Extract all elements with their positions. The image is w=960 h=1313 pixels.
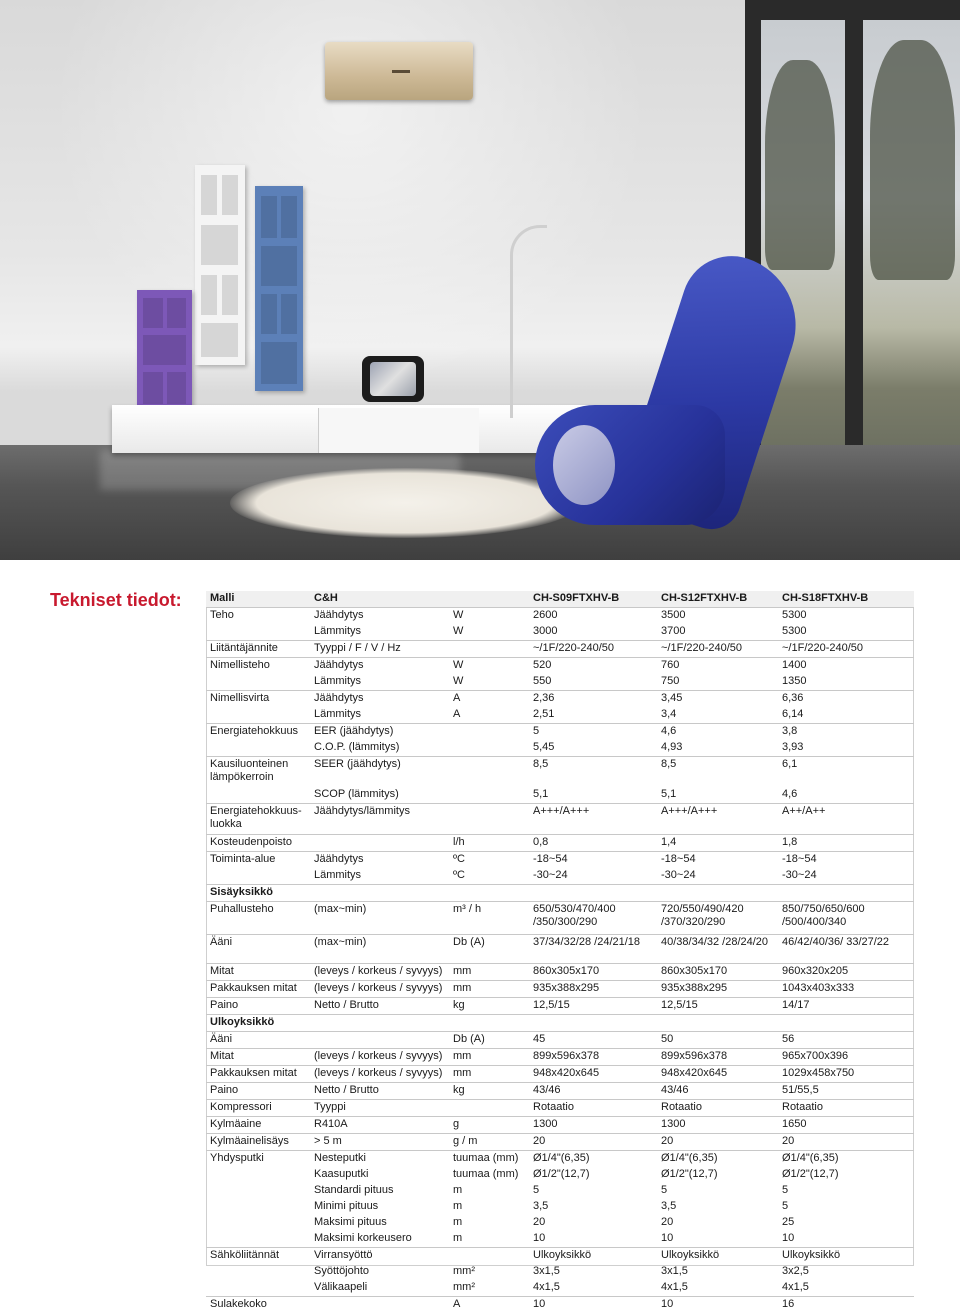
cell-param: Nimellisteho — [206, 658, 310, 675]
cell-subparam: EER (jäähdytys) — [310, 724, 449, 741]
cell-subparam: Jäähdytys — [310, 852, 449, 869]
cell-model-3: 3x2,5 — [778, 1264, 914, 1280]
section-heading: Tekniset tiedot: — [50, 590, 182, 611]
cell-unit: W — [449, 624, 529, 641]
cell-model-1: Ulkoyksikkö — [529, 1248, 657, 1265]
cell-unit: W — [449, 608, 529, 625]
cell-unit — [449, 885, 529, 902]
cell-model-1: 5,1 — [529, 787, 657, 804]
chair-hole — [553, 425, 615, 505]
cell-subparam: Standardi pituus — [310, 1183, 449, 1199]
cell-subparam: Lämmitys — [310, 624, 449, 641]
cell-param — [206, 674, 310, 691]
cell-unit: ºC — [449, 852, 529, 869]
cell-param: Yhdysputki — [206, 1151, 310, 1168]
cell-subparam: (leveys / korkeus / syvyys) — [310, 964, 449, 981]
cell-model-3: 965x700x396 — [778, 1049, 914, 1066]
cell-model-2 — [657, 1015, 778, 1032]
cell-param — [206, 1183, 310, 1199]
cell-model-2: 3,5 — [657, 1199, 778, 1215]
purple-shelf — [137, 290, 192, 412]
cell-model-1: 4x1,5 — [529, 1280, 657, 1297]
cell-model-3: CH-S18FTXHV-B — [778, 591, 914, 608]
cell-model-3: 1,8 — [778, 835, 914, 852]
cell-param: Puhallusteho — [206, 902, 310, 935]
cell-subparam — [310, 885, 449, 902]
cell-unit: W — [449, 658, 529, 675]
cell-model-1: 3x1,5 — [529, 1264, 657, 1280]
cell-model-1: Rotaatio — [529, 1100, 657, 1117]
cell-unit — [449, 1248, 529, 1265]
cell-model-1: 3,5 — [529, 1199, 657, 1215]
cell-model-2: Ulkoyksikkö — [657, 1248, 778, 1265]
tv-screen — [370, 362, 416, 396]
cell-unit: kg — [449, 998, 529, 1015]
cell-unit — [449, 740, 529, 757]
cell-model-2: 5,1 — [657, 787, 778, 804]
table-row — [206, 804, 914, 835]
cell-model-2: 860x305x170 — [657, 964, 778, 981]
cell-subparam — [310, 1297, 449, 1313]
cell-model-3: 6,14 — [778, 707, 914, 724]
cell-model-3 — [778, 1015, 914, 1032]
blue-shelf — [255, 186, 303, 391]
cell-subparam: Tyyppi / F / V / Hz — [310, 641, 449, 658]
cell-model-1: -18~54 — [529, 852, 657, 869]
cell-unit: Db (A) — [449, 1032, 529, 1049]
cell-unit: m — [449, 1231, 529, 1248]
cell-model-1: 10 — [529, 1231, 657, 1248]
table-row — [206, 852, 914, 869]
table-row — [206, 1134, 914, 1151]
section-row — [206, 885, 914, 902]
cell-unit: m³ / h — [449, 902, 529, 935]
table-row — [206, 1066, 914, 1083]
cell-model-3: 10 — [778, 1231, 914, 1248]
cell-param — [206, 707, 310, 724]
cell-param: Kompressori — [206, 1100, 310, 1117]
table-row — [206, 1231, 914, 1248]
cell-model-1: -30~24 — [529, 868, 657, 885]
cell-model-1: 550 — [529, 674, 657, 691]
cell-subparam: (max~min) — [310, 902, 449, 935]
cell-subparam: SCOP (lämmitys) — [310, 787, 449, 804]
cell-model-2: 5 — [657, 1183, 778, 1199]
cell-unit — [449, 591, 529, 608]
cell-model-3: 6,36 — [778, 691, 914, 708]
cell-model-3: 3,93 — [778, 740, 914, 757]
cell-unit: Db (A) — [449, 935, 529, 964]
cell-unit: mm — [449, 1066, 529, 1083]
cell-unit: mm² — [449, 1280, 529, 1297]
cell-param: Nimellisvirta — [206, 691, 310, 708]
cell-model-2: 43/46 — [657, 1083, 778, 1100]
cell-model-3: 850/750/650/600 /500/400/340 — [778, 902, 914, 935]
cell-model-2: 1,4 — [657, 835, 778, 852]
cell-param: Sulakekoko — [206, 1297, 310, 1313]
cell-model-3: 5 — [778, 1199, 914, 1215]
cell-model-2: 20 — [657, 1134, 778, 1151]
cell-model-2: 3,45 — [657, 691, 778, 708]
cell-model-3: 51/55,5 — [778, 1083, 914, 1100]
cell-subparam: Minimi pituus — [310, 1199, 449, 1215]
table-row — [206, 1199, 914, 1215]
cell-unit: mm² — [449, 1264, 529, 1280]
cell-model-2: 10 — [657, 1231, 778, 1248]
cell-model-1: 37/34/32/28 /24/21/18 — [529, 935, 657, 964]
cell-model-2: 12,5/15 — [657, 998, 778, 1015]
cell-model-2: -18~54 — [657, 852, 778, 869]
table-row — [206, 1117, 914, 1134]
cell-param: Paino — [206, 1083, 310, 1100]
table-row — [206, 1297, 914, 1313]
cell-model-1: 899x596x378 — [529, 1049, 657, 1066]
cell-unit — [449, 641, 529, 658]
table-row — [206, 935, 914, 964]
cell-model-2: 935x388x295 — [657, 981, 778, 998]
table-row — [206, 964, 914, 981]
cell-model-2: 760 — [657, 658, 778, 675]
cell-model-2: 3500 — [657, 608, 778, 625]
cell-model-3: -30~24 — [778, 868, 914, 885]
room-photo — [0, 0, 960, 560]
cell-model-1: 860x305x170 — [529, 964, 657, 981]
cell-unit — [449, 804, 529, 835]
cell-model-1 — [529, 1015, 657, 1032]
cell-model-3: 5300 — [778, 608, 914, 625]
cell-model-1: 520 — [529, 658, 657, 675]
cell-param — [206, 1264, 310, 1280]
cell-model-1: A+++/A+++ — [529, 804, 657, 835]
cell-model-3: 46/42/40/36/ 33/27/22 — [778, 935, 914, 964]
cell-param: Mitat — [206, 1049, 310, 1066]
cell-param: Pakkauksen mitat — [206, 981, 310, 998]
cell-param: Kylmäainelisäys — [206, 1134, 310, 1151]
cell-param: Ääni — [206, 935, 310, 964]
cell-param — [206, 868, 310, 885]
cell-model-2: 899x596x378 — [657, 1049, 778, 1066]
cell-subparam: > 5 m — [310, 1134, 449, 1151]
cell-model-3: Ø1/4"(6,35) — [778, 1151, 914, 1168]
table-row — [206, 608, 914, 625]
cell-param: Energiatehokkuus — [206, 724, 310, 741]
table-row — [206, 902, 914, 935]
cell-subparam: C.O.P. (lämmitys) — [310, 740, 449, 757]
cell-model-3 — [778, 885, 914, 902]
cell-subparam: Jäähdytys — [310, 658, 449, 675]
cell-model-3: 16 — [778, 1297, 914, 1313]
cell-subparam: Jäähdytys — [310, 691, 449, 708]
cell-model-2: 4x1,5 — [657, 1280, 778, 1297]
cell-unit — [449, 757, 529, 788]
cell-subparam: Välikaapeli — [310, 1280, 449, 1297]
cell-param — [206, 624, 310, 641]
cell-model-1: 20 — [529, 1215, 657, 1231]
cell-model-3: 14/17 — [778, 998, 914, 1015]
cell-model-1: 3000 — [529, 624, 657, 641]
section-row — [206, 1015, 914, 1032]
cell-model-1: 10 — [529, 1297, 657, 1313]
cell-model-3: 3,8 — [778, 724, 914, 741]
table-row — [206, 691, 914, 708]
cell-model-2: ~/1F/220-240/50 — [657, 641, 778, 658]
cell-unit: W — [449, 674, 529, 691]
table-row — [206, 641, 914, 658]
cell-model-3: A++/A++ — [778, 804, 914, 835]
cell-subparam: SEER (jäähdytys) — [310, 757, 449, 788]
cell-subparam: Virransyöttö — [310, 1248, 449, 1265]
cell-model-1: 20 — [529, 1134, 657, 1151]
cell-param: Sähköliitännät — [206, 1248, 310, 1265]
cell-model-2: 948x420x645 — [657, 1066, 778, 1083]
cell-model-3: Ulkoyksikkö — [778, 1248, 914, 1265]
cell-model-1: 5 — [529, 1183, 657, 1199]
cell-model-2: 3x1,5 — [657, 1264, 778, 1280]
cell-subparam: Syöttöjohto — [310, 1264, 449, 1280]
cell-subparam: Nesteputki — [310, 1151, 449, 1168]
cell-model-2: 720/550/490/420 /370/320/290 — [657, 902, 778, 935]
cell-unit: g / m — [449, 1134, 529, 1151]
table-row — [206, 724, 914, 741]
cell-model-3: 1400 — [778, 658, 914, 675]
cell-model-3: ~/1F/220-240/50 — [778, 641, 914, 658]
cell-model-2: 20 — [657, 1215, 778, 1231]
cell-subparam: Lämmitys — [310, 868, 449, 885]
table-row — [206, 624, 914, 641]
cell-param — [206, 1231, 310, 1248]
cell-subparam — [310, 1032, 449, 1049]
cell-subparam: (max~min) — [310, 935, 449, 964]
cell-param: Paino — [206, 998, 310, 1015]
cell-model-2: 750 — [657, 674, 778, 691]
cell-param: Kosteudenpoisto — [206, 835, 310, 852]
cell-param — [206, 787, 310, 804]
cell-subparam: Lämmitys — [310, 674, 449, 691]
table-row — [206, 1100, 914, 1117]
table-row — [206, 757, 914, 788]
cell-param — [206, 1215, 310, 1231]
cell-subparam: Jäähdytys/lämmitys — [310, 804, 449, 835]
cell-model-2: 4,93 — [657, 740, 778, 757]
cell-model-2: Ø1/2"(12,7) — [657, 1167, 778, 1183]
cell-unit — [449, 1015, 529, 1032]
sideboard-door — [318, 408, 479, 453]
cell-model-1: 12,5/15 — [529, 998, 657, 1015]
cell-model-2: 4,6 — [657, 724, 778, 741]
white-shelf — [195, 165, 245, 365]
cell-subparam: Tyyppi — [310, 1100, 449, 1117]
cell-model-1: 2,51 — [529, 707, 657, 724]
cell-model-1 — [529, 885, 657, 902]
cell-param — [206, 1167, 310, 1183]
cell-unit: mm — [449, 981, 529, 998]
cell-subparam — [310, 1015, 449, 1032]
cell-model-3: -18~54 — [778, 852, 914, 869]
cell-unit — [449, 787, 529, 804]
cell-unit: g — [449, 1117, 529, 1134]
cell-param: Teho — [206, 608, 310, 625]
cell-param — [206, 1199, 310, 1215]
cell-unit: mm — [449, 1049, 529, 1066]
cell-model-2: 10 — [657, 1297, 778, 1313]
cell-subparam: Maksimi pituus — [310, 1215, 449, 1231]
cell-model-3: 25 — [778, 1215, 914, 1231]
table-row — [206, 674, 914, 691]
cell-unit — [449, 1100, 529, 1117]
cell-unit: A — [449, 691, 529, 708]
cell-model-1: 45 — [529, 1032, 657, 1049]
cell-unit — [449, 724, 529, 741]
table-row — [206, 981, 914, 998]
cell-subparam: Jäähdytys — [310, 608, 449, 625]
cell-model-1: 650/530/470/400 /350/300/290 — [529, 902, 657, 935]
table-row — [206, 1215, 914, 1231]
cell-subparam: Lämmitys — [310, 707, 449, 724]
cell-model-2: 40/38/34/32 /28/24/20 — [657, 935, 778, 964]
cell-param: Ääni — [206, 1032, 310, 1049]
cell-unit: m — [449, 1215, 529, 1231]
tree-shape — [870, 40, 955, 280]
cell-param: Ulkoyksikkö — [206, 1015, 310, 1032]
cell-param: Liitäntäjännite — [206, 641, 310, 658]
table-row — [206, 1049, 914, 1066]
cell-unit: A — [449, 707, 529, 724]
cell-unit: m — [449, 1183, 529, 1199]
cell-model-3: 4x1,5 — [778, 1280, 914, 1297]
table-row — [206, 835, 914, 852]
cell-param — [206, 1280, 310, 1297]
table-row — [206, 658, 914, 675]
table-header-row — [206, 591, 914, 608]
cell-subparam: Netto / Brutto — [310, 1083, 449, 1100]
cell-model-3: 1350 — [778, 674, 914, 691]
cell-model-3: 5300 — [778, 624, 914, 641]
cell-model-2: 50 — [657, 1032, 778, 1049]
table-row — [206, 1280, 914, 1297]
cell-model-2: CH-S12FTXHV-B — [657, 591, 778, 608]
cell-model-1: CH-S09FTXHV-B — [529, 591, 657, 608]
cell-subparam: (leveys / korkeus / syvyys) — [310, 1049, 449, 1066]
table-row — [206, 1083, 914, 1100]
cell-subparam: C&H — [310, 591, 449, 608]
sheepskin-rug — [230, 468, 580, 538]
cell-model-3: 960x320x205 — [778, 964, 914, 981]
table-row — [206, 740, 914, 757]
cell-model-1: 935x388x295 — [529, 981, 657, 998]
cell-model-2 — [657, 885, 778, 902]
cell-model-3: 4,6 — [778, 787, 914, 804]
cell-param: Energiatehokkuus-luokka — [206, 804, 310, 835]
cell-model-2: 8,5 — [657, 757, 778, 788]
cell-model-2: 3700 — [657, 624, 778, 641]
table-row — [206, 707, 914, 724]
cell-model-3: 1043x403x333 — [778, 981, 914, 998]
table-row — [206, 1167, 914, 1183]
cell-param: Kausiluonteinen lämpökerroin — [206, 757, 310, 788]
cell-model-1: 948x420x645 — [529, 1066, 657, 1083]
cell-model-2: 3,4 — [657, 707, 778, 724]
cell-param: Toiminta-alue — [206, 852, 310, 869]
cell-model-3: 1029x458x750 — [778, 1066, 914, 1083]
cell-subparam: Kaasuputki — [310, 1167, 449, 1183]
cell-unit: tuumaa (mm) — [449, 1151, 529, 1168]
cell-param: Kylmäaine — [206, 1117, 310, 1134]
table-row — [206, 868, 914, 885]
cell-model-1: 2,36 — [529, 691, 657, 708]
cell-param: Malli — [206, 591, 310, 608]
cell-unit: mm — [449, 964, 529, 981]
cell-model-1: 1300 — [529, 1117, 657, 1134]
cell-subparam: Maksimi korkeusero — [310, 1231, 449, 1248]
cell-model-2: 1300 — [657, 1117, 778, 1134]
cell-model-1: Ø1/4"(6,35) — [529, 1151, 657, 1168]
tree-shape — [765, 60, 835, 270]
table-row — [206, 1032, 914, 1049]
cell-model-3: 20 — [778, 1134, 914, 1151]
cell-unit: kg — [449, 1083, 529, 1100]
table-row — [206, 787, 914, 804]
cell-model-1: 8,5 — [529, 757, 657, 788]
cell-model-3: Rotaatio — [778, 1100, 914, 1117]
cell-model-2: Rotaatio — [657, 1100, 778, 1117]
cell-unit: ºC — [449, 868, 529, 885]
cell-model-1: 43/46 — [529, 1083, 657, 1100]
cell-subparam — [310, 835, 449, 852]
cell-model-2: A+++/A+++ — [657, 804, 778, 835]
cell-model-2: -30~24 — [657, 868, 778, 885]
cell-model-3: 6,1 — [778, 757, 914, 788]
cell-subparam: (leveys / korkeus / syvyys) — [310, 981, 449, 998]
cell-unit: l/h — [449, 835, 529, 852]
cell-model-1: Ø1/2"(12,7) — [529, 1167, 657, 1183]
cell-model-2: Ø1/4"(6,35) — [657, 1151, 778, 1168]
cell-param: Sisäyksikkö — [206, 885, 310, 902]
floor-lamp — [510, 225, 547, 418]
cell-unit: tuumaa (mm) — [449, 1167, 529, 1183]
cell-subparam: Netto / Brutto — [310, 998, 449, 1015]
air-conditioner-logo — [392, 70, 410, 73]
cell-param: Mitat — [206, 964, 310, 981]
cell-unit: A — [449, 1297, 529, 1313]
cell-model-3: 1650 — [778, 1117, 914, 1134]
cell-model-3: 5 — [778, 1183, 914, 1199]
table-row — [206, 1248, 914, 1265]
cell-model-1: 5,45 — [529, 740, 657, 757]
cell-subparam: R410A — [310, 1117, 449, 1134]
cell-subparam: (leveys / korkeus / syvyys) — [310, 1066, 449, 1083]
cell-model-3: Ø1/2"(12,7) — [778, 1167, 914, 1183]
cell-model-1: ~/1F/220-240/50 — [529, 641, 657, 658]
cell-param: Pakkauksen mitat — [206, 1066, 310, 1083]
cell-unit: m — [449, 1199, 529, 1215]
cell-model-1: 2600 — [529, 608, 657, 625]
spec-table — [206, 591, 914, 1313]
cell-model-1: 5 — [529, 724, 657, 741]
table-row — [206, 1264, 914, 1280]
table-row — [206, 998, 914, 1015]
table-row — [206, 1183, 914, 1199]
cell-param — [206, 740, 310, 757]
table-row — [206, 1151, 914, 1168]
cell-model-1: 0,8 — [529, 835, 657, 852]
cell-model-3: 56 — [778, 1032, 914, 1049]
